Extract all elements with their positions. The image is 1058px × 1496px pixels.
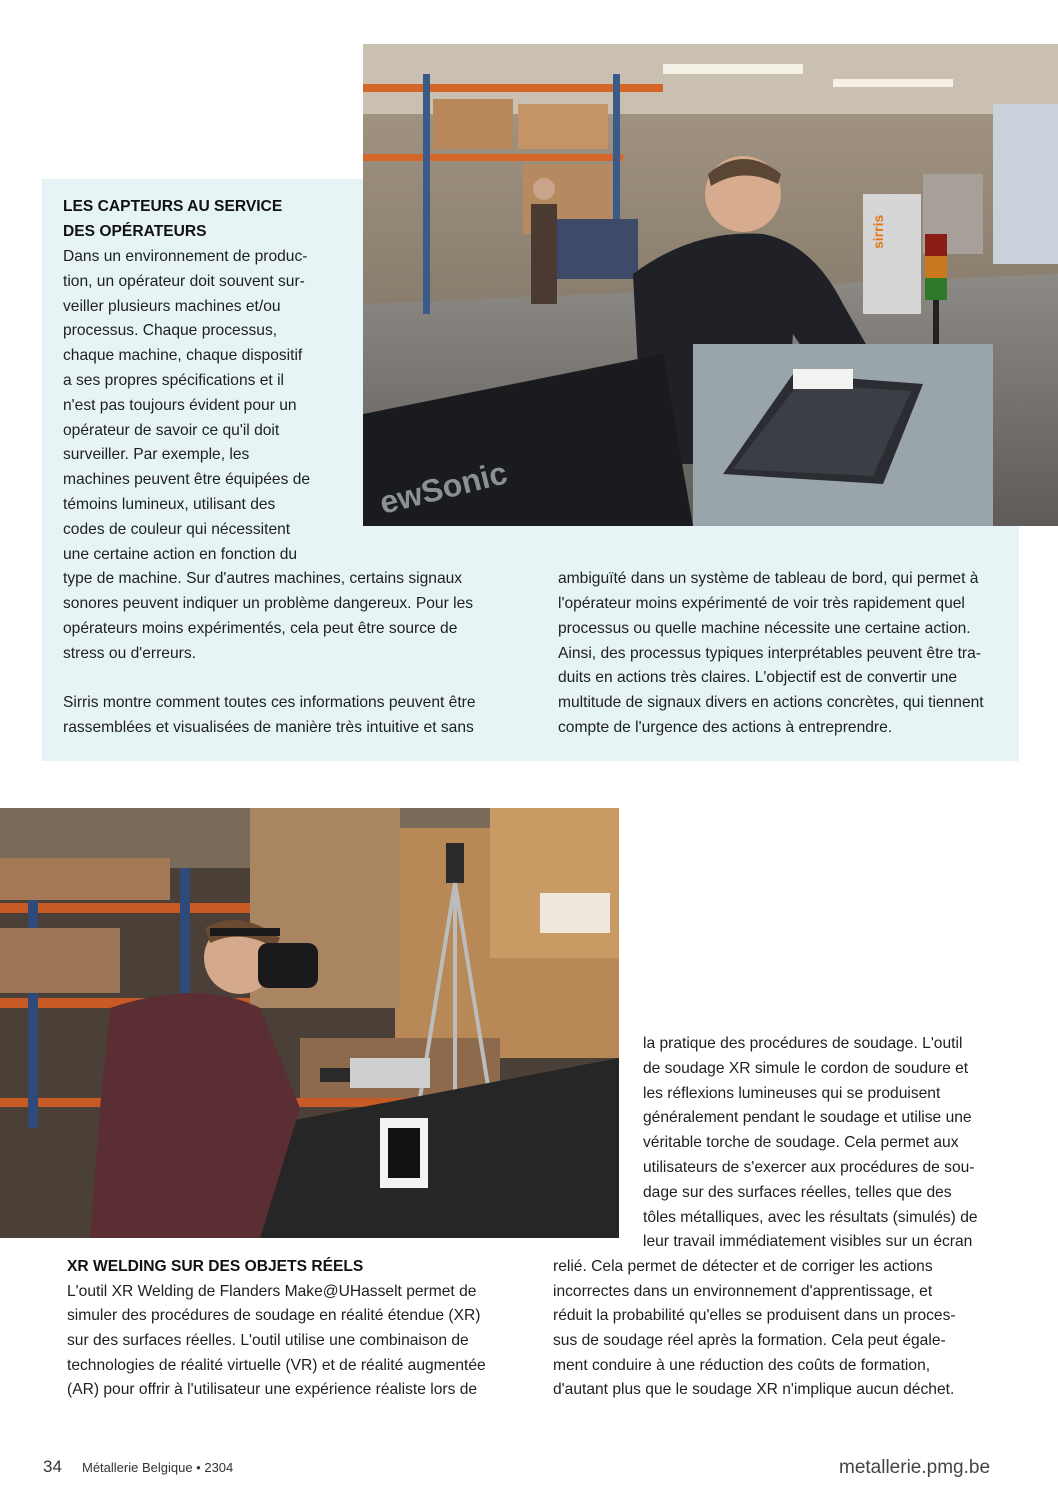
- section1-text-line: a ses propres spécifications et il: [63, 372, 285, 389]
- section1-title-line2: DES OPÉRATEURS: [63, 223, 207, 240]
- section2-text-line: utilisateurs de s'exercer aux procédures de sou-: [643, 1159, 975, 1176]
- section2-title: XR WELDING SUR DES OBJETS RÉELS: [67, 1258, 364, 1275]
- page-number: 34: [43, 1457, 62, 1476]
- section2-text-line: incorrectes dans un environnement d'apprentissage, et: [553, 1283, 933, 1300]
- section2-text-line: L'outil XR Welding de Flanders Make@UHasselt permet de: [67, 1283, 477, 1300]
- section2-text-line: généralement pendant le soudage et utilise une: [643, 1109, 972, 1126]
- website-link[interactable]: metallerie.pmg.be: [839, 1457, 991, 1478]
- section2-text-line: véritable torche de soudage. Cela permet aux: [643, 1134, 959, 1151]
- section2-text-line: les réflexions lumineuses qui se produisent: [643, 1085, 941, 1102]
- section1-text-line: veiller plusieurs machines et/ou: [63, 298, 281, 315]
- photo-operator-dashboard: [363, 44, 1058, 526]
- section1-text-line: chaque machine, chaque dispositif: [63, 347, 303, 364]
- section1-text-line: une certaine action en fonction du: [63, 546, 298, 563]
- section1-text-line: processus ou quelle machine nécessite une certaine action.: [558, 620, 971, 637]
- section2-text-line: technologies de réalité virtuelle (VR) et de réalité augmentée: [67, 1357, 486, 1374]
- section1-text-line: processus. Chaque processus,: [63, 322, 278, 339]
- section2-text-line: de soudage XR simule le cordon de soudure et: [643, 1060, 969, 1077]
- section1-text-line: surveiller. Par exemple, les: [63, 446, 250, 463]
- section2-text-line: simuler des procédures de soudage en réalité étendue (XR): [67, 1307, 481, 1324]
- section2-text-line: tôles métalliques, avec les résultats (simulés) de: [643, 1209, 978, 1226]
- section1-text-line: Dans un environnement de produc-: [63, 248, 308, 265]
- section1-text-line: Sirris montre comment toutes ces informations peuvent être: [63, 694, 476, 711]
- section2-text-line: sus de soudage réel après la formation. Cela peut égale-: [553, 1332, 946, 1349]
- monitor-brand-text: ewSonic: [375, 454, 511, 521]
- section1-text-line: ambiguïté dans un système de tableau de bord, qui permet à: [558, 570, 979, 587]
- section1-text-line: Ainsi, des processus typiques interprétables peuvent être tra-: [558, 645, 981, 662]
- section1-text-line: opérateur de savoir ce qu'il doit: [63, 422, 280, 439]
- section1-text-line: sonores peuvent indiquer un problème dangereux. Pour les: [63, 595, 474, 612]
- section1-title-line1: LES CAPTEURS AU SERVICE: [63, 198, 283, 215]
- section1-text-line: duits en actions très claires. L'objectif est de convertir une: [558, 669, 958, 686]
- sirris-sign-text: sirris: [870, 214, 886, 249]
- section1-text-line: n'est pas toujours évident pour un: [63, 397, 297, 414]
- section1-text-line: compte de l'urgence des actions à entreprendre.: [558, 719, 893, 736]
- section1-text-line: multitude de signaux divers en actions concrètes, qui tiennent: [558, 694, 984, 711]
- section1-text-line: tion, un opérateur doit souvent sur-: [63, 273, 305, 290]
- section2-text-line: leur travail immédiatement visibles sur un écran: [643, 1233, 973, 1250]
- section2-text-line: d'autant plus que le soudage XR n'implique aucun déchet.: [553, 1381, 955, 1398]
- section1-text-line: témoins lumineux, utilisant des: [63, 496, 276, 513]
- section2-text-line: ment conduire à une réduction des coûts de formation,: [553, 1357, 931, 1374]
- section1-text-line: rassemblées et visualisées de manière très intuitive et sans: [63, 719, 474, 736]
- section2-text-line: la pratique des procédures de soudage. L'outil: [643, 1035, 963, 1052]
- section1-text-line: stress ou d'erreurs.: [63, 645, 196, 662]
- section1-text-line: codes de couleur qui nécessitent: [63, 521, 291, 538]
- section1-text-line: l'opérateur moins expérimenté de voir très rapidement quel: [558, 595, 965, 612]
- section2-text-line: (AR) pour offrir à l'utilisateur une expérience réaliste lors de: [67, 1381, 478, 1398]
- section2-text-line: réduit la probabilité qu'elles se produisent dans un proces-: [553, 1307, 956, 1324]
- section1-text-line: type de machine. Sur d'autres machines, certains signaux: [63, 570, 463, 587]
- section2-text-line: relié. Cela permet de détecter et de corriger les actions: [553, 1258, 933, 1275]
- section1-text-line: opérateurs moins expérimentés, cela peut être source de: [63, 620, 458, 637]
- section2-text-line: dage sur des surfaces réelles, telles que des: [643, 1184, 952, 1201]
- section2-text-line: sur des surfaces réelles. L'outil utilise une combinaison de: [67, 1332, 469, 1349]
- photo-xr-welding: [0, 808, 619, 1238]
- publication-name: Métallerie Belgique • 2304: [82, 1460, 234, 1475]
- section1-text-line: machines peuvent être équipées de: [63, 471, 311, 488]
